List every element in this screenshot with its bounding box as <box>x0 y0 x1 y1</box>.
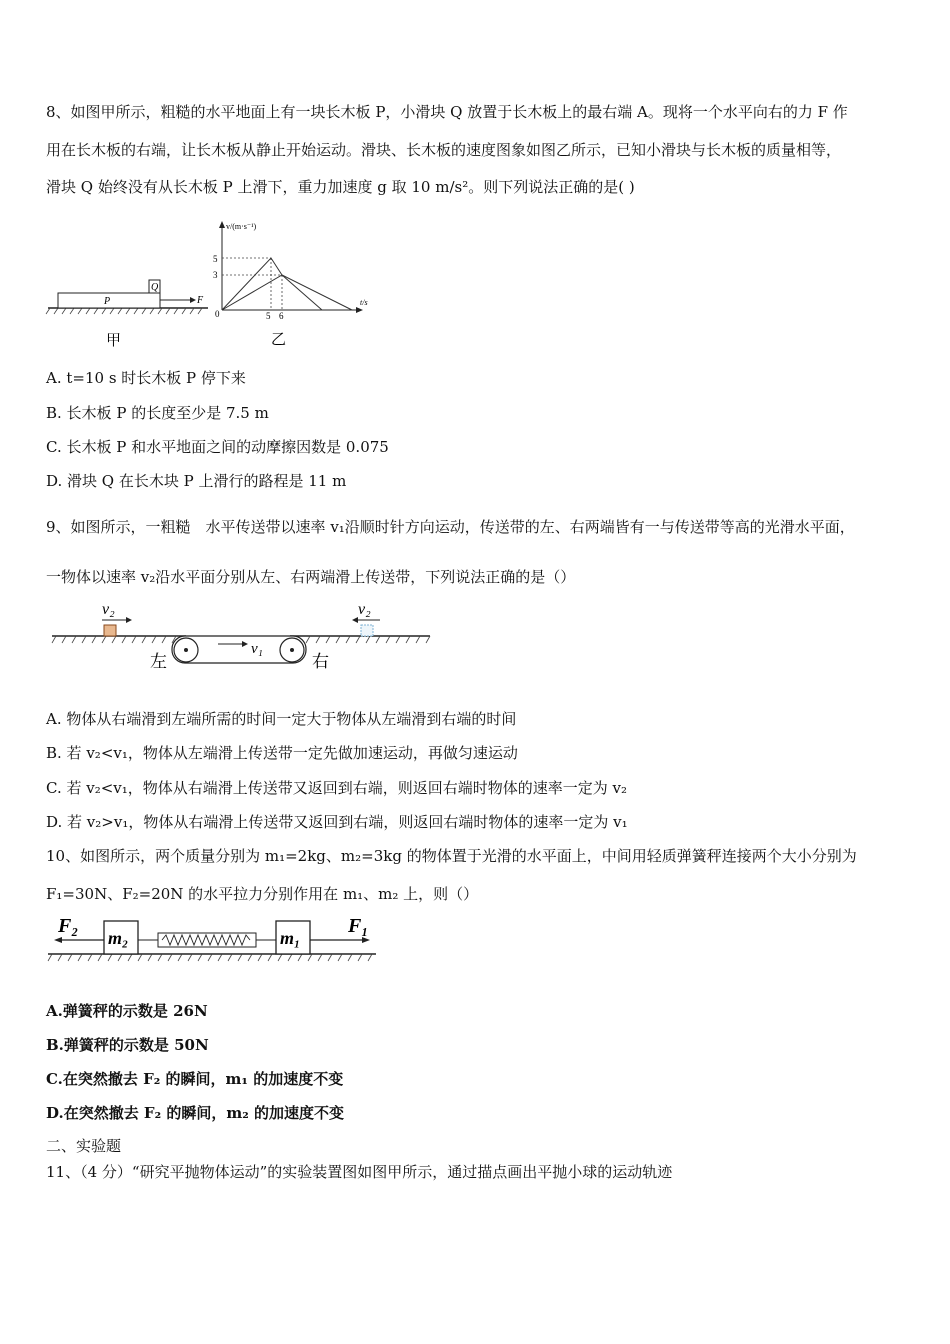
right-end-label: 右 <box>312 652 329 671</box>
caption-yi: 乙 <box>271 332 287 348</box>
q8-stem-line2: 用在长木板的右端，让长木板从静止开始运动。滑块、长木板的速度图象如图乙所示，已知小滑块与长木板的质量相等， <box>46 141 842 159</box>
q8-option-d: D. 滑块 Q 在长木块 P 上滑行的路程是 11 m <box>46 472 347 490</box>
left-end-label: 左 <box>150 652 167 671</box>
q10-option-d: D.在突然撤去 F₂ 的瞬间，m₂ 的加速度不变 <box>46 1104 345 1122</box>
q10-option-a: A.弹簧秤的示数是 26N <box>46 1002 208 1020</box>
force-f1-label: F₁ <box>348 915 369 937</box>
q9-stem-line2: 一物体以速率 v₂沿水平面分别从左、右两端滑上传送带，下列说法正确的是（） <box>46 568 576 586</box>
q9-option-c: C. 若 v₂<v₁，物体从右端滑上传送带又返回到右端，则返回右端时物体的速率一定为 v₂ <box>46 779 628 797</box>
block-q-label: Q <box>151 282 159 293</box>
q9-option-d: D. 若 v₂>v₁，物体从右端滑上传送带又返回到右端，则返回右端时物体的速率一定为 v₁ <box>46 813 628 831</box>
yi-origin: 0 <box>215 309 220 319</box>
q8-stem-line1: 8、如图甲所示，粗糙的水平地面上有一块长木板 P，小滑块 Q 放置于长木板上的最右端 A。现将一个水平向右的力 F 作 <box>46 103 848 121</box>
left-speed-label: v₂ <box>102 601 115 618</box>
q8-figure-jia <box>44 272 214 352</box>
q10-stem-line2: F₁=30N、F₂=20N 的水平拉力分别作用在 m₁、m₂ 上，则（） <box>46 885 479 903</box>
q8-option-a: A. t=10 s 时长木板 P 停下来 <box>46 369 246 387</box>
yi-xtick-5: 5 <box>266 311 271 321</box>
q8-option-b: B. 长木板 P 的长度至少是 7.5 m <box>46 404 269 422</box>
q9-conveyor-figure <box>46 596 436 676</box>
belt-speed-label: v₁ <box>251 641 263 657</box>
force-f2-label: F₂ <box>58 915 79 937</box>
block-m1-label: m₁ <box>280 928 301 948</box>
right-speed-label: v₂ <box>358 601 371 618</box>
force-f-label: F <box>197 295 204 306</box>
yi-ytick-3: 3 <box>213 270 218 280</box>
q8-figure-yi-vt-graph <box>210 218 380 350</box>
yi-xlabel: t/s <box>360 298 368 307</box>
yi-ytick-5: 5 <box>213 254 218 264</box>
q9-option-b: B. 若 v₂<v₁，物体从左端滑上传送带一定先做加速运动，再做匀速运动 <box>46 744 518 762</box>
q10-option-c: C.在突然撤去 F₂ 的瞬间，m₁ 的加速度不变 <box>46 1070 344 1088</box>
board-velocity-line <box>222 258 352 310</box>
q9-stem-line1: 9、如图所示，一粗糙 水平传送带以速率 v₁沿顺时针方向运动，传送带的左、右两端皆有一与传送带等高的光滑水平面， <box>46 518 855 536</box>
block-velocity-line <box>222 275 322 310</box>
q10-stem-line1: 10、如图所示，两个质量分别为 m₁=2kg、m₂=3kg 的物体置于光滑的水平面上，中间用轻质弹簧秤连接两个大小分别为 <box>46 847 857 865</box>
q8-stem-line3: 滑块 Q 始终没有从长木板 P 上滑下，重力加速度 g 取 10 m/s²。则下列说法正确的是( ) <box>46 178 635 196</box>
caption-jia: 甲 <box>106 333 122 349</box>
q10-spring-figure <box>44 912 380 970</box>
q10-option-b: B.弹簧秤的示数是 50N <box>46 1036 209 1054</box>
yi-xtick-6: 6 <box>279 311 284 321</box>
left-block <box>104 625 116 636</box>
right-block <box>361 625 373 636</box>
spring-scale <box>158 933 256 947</box>
board-p-label: P <box>104 296 111 307</box>
yi-ylabel: v/(m·s⁻¹) <box>226 222 257 231</box>
q8-option-c: C. 长木板 P 和水平地面之间的动摩擦因数是 0.075 <box>46 438 389 456</box>
q11-stem-line1: 11、（4 分）“研究平抛物体运动”的实验装置图如图甲所示，通过描点画出平抛小球的运动轨迹 <box>46 1163 673 1181</box>
block-m2-label: m₂ <box>108 928 129 948</box>
q9-option-a: A. 物体从右端滑到左端所需的时间一定大于物体从左端滑到右端的时间 <box>46 710 517 728</box>
section-heading: 二、实验题 <box>46 1137 122 1155</box>
